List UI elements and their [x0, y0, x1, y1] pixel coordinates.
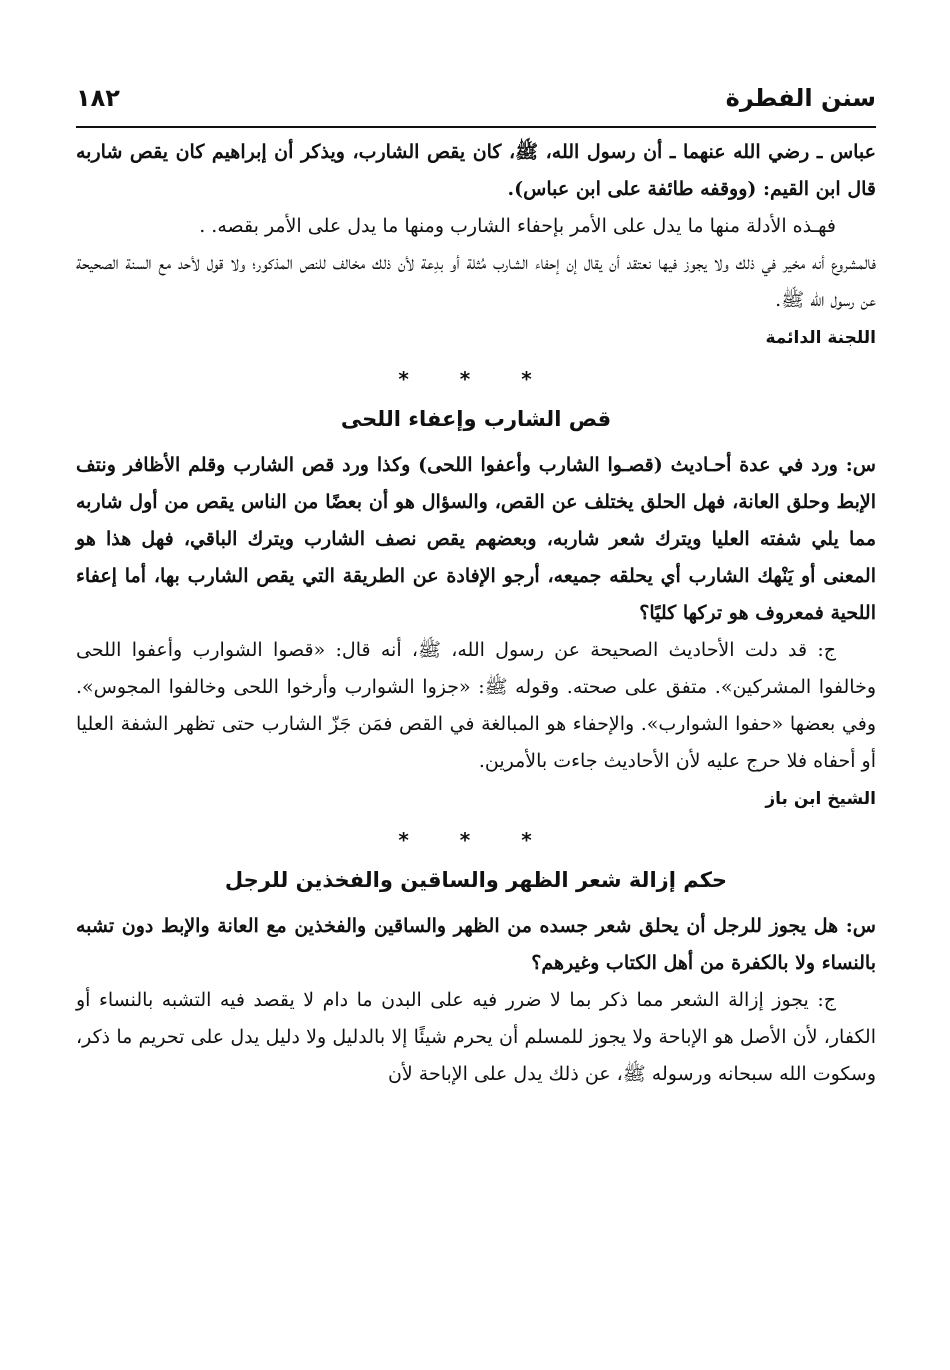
- paragraph: فالمشروع أنه مخير في ذلك ولا يجوز فيها نعتقد أن يقال إن إحفاء الشارب مُثلة أو بدِعة لأن ذلك مخالف للنص المذكور؛ ولا قول لأحد مع السنة الصحيحة عن رسول الله ﷺ.: [76, 252, 876, 311]
- separator: * * *: [398, 828, 554, 852]
- page-header: [76, 84, 876, 124]
- section-heading: قص الشارب وإعفاء اللحى: [340, 407, 612, 431]
- answer: ج: قد دلت الأحاديث الصحيحة عن رسول الله، ﷺ، أنه قال: «قصوا الشوارب وأعفوا اللحى وخالفوا المشركين». متفق على صحته. وقوله ﷺ: «جزوا الشوارب وأرخوا اللحى وخالفوا المجوس». وفي بعضها «حفوا الشوارب». والإحفاء هو المبالغة في القص فمَن جَزّ الشارب حتى تظهر الشفة العليا أو أحفاه فلا حرج عليه لأن الأحاديث جاءت بالأمرين.: [76, 639, 876, 772]
- page-number: ١٨٢: [76, 84, 120, 112]
- question: س: ورد في عدة أحـاديث (قصـوا الشارب وأعفوا اللحى) وكذا ورد قص الشارب وقلم الأظافر ونتف الإبط وحلق العانة، فهل الحلق يختلف عن القص، والسؤال هو أن بعضًا من الناس يقص من أول شاربه مما يلي شفته العليا ويترك شعر شاربه، وبعضهم يقص نصف الشارب ويترك الباقي، فهل هذا هو المعنى أو يَنْهك الشارب أي يحلقه جميعه، أرجو الإفادة عن الطريقة التي يقص الشارب بها، أما إعفاء اللحية فمعروف هو تركها كليًا؟: [76, 454, 876, 624]
- header-rule: [76, 126, 876, 128]
- question: س: هل يجوز للرجل أن يحلق شعر جسده من الظهر والساقين والفخذين مع العانة والإبط دون تشبه بالنساء ولا بالكفرة من أهل الكتاب وغيرهم؟: [76, 915, 876, 974]
- answer: ج: يجوز إزالة الشعر مما ذكر بما لا ضرر فيه على البدن ما دام لا يقصد فيه التشبه بالنساء أو الكفار، لأن الأصل هو الإباحة ولا يجوز للمسلم أن يحرم شيئًا إلا بالدليل ولا دليل يدل على تحريم ما ذكر، وسكوت الله سبحانه ورسوله ﷺ، عن ذلك يدل على الإباحة لأن: [76, 989, 876, 1085]
- section-heading: حكم إزالة شعر الظهر والساقين والفخذين للرجل: [224, 868, 728, 892]
- separator: * * *: [398, 367, 554, 391]
- running-title: سنن الفطرة: [725, 84, 876, 112]
- paragraph: فهـذه الأدلة منها ما يدل على الأمر بإحفاء الشارب ومنها ما يدل على الأمر بقصه. .: [199, 215, 836, 237]
- paragraph: عباس ـ رضي الله عنهما ـ أن رسول الله، ﷺ، كان يقص الشارب، ويذكر أن إبراهيم كان يقص شاربه قال ابن القيم: (ووقفه طائفة على ابن عباس).: [76, 141, 876, 200]
- signature: اللجنة الدائمة: [765, 328, 876, 348]
- page: [76, 84, 876, 1093]
- signature: الشيخ ابن باز: [765, 789, 876, 809]
